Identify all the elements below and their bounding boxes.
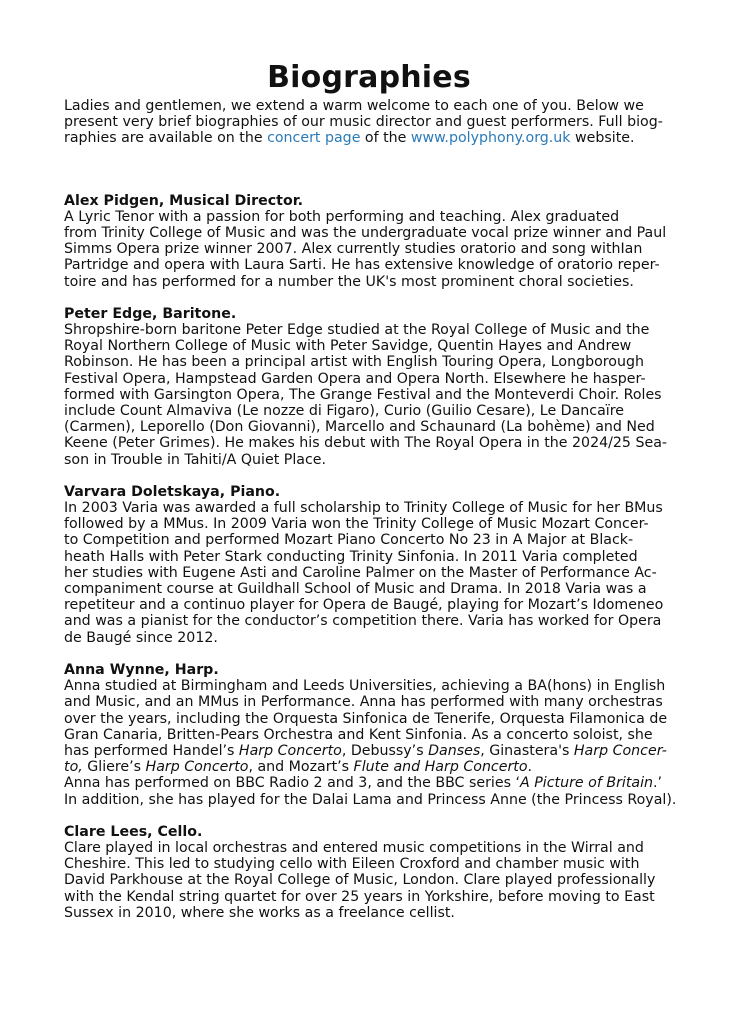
- bio-text: Anna has performed on BBC Radio 2 and 3, and the BBC series ‘: [64, 775, 521, 792]
- bio-text: , Ginastera's: [480, 742, 574, 759]
- page-title: Biographies: [267, 60, 471, 95]
- bio-line: In addition, she has played for the Dalai Lama and Princess Anne (the Princess Royal).: [64, 791, 677, 808]
- work-title: Harp Concerto: [238, 742, 342, 759]
- document-page: [64, 58, 677, 921]
- bio-text: has performed Handel’s: [64, 742, 239, 759]
- bio-name: Alex Pidgen, Musical Director.: [64, 192, 304, 209]
- series-title: A Picture of Britain: [520, 775, 654, 792]
- website-link[interactable]: www.polyphony.org.uk: [410, 130, 571, 147]
- bio-line: [64, 775, 674, 791]
- bio-varvara-doletskaya: [64, 484, 674, 646]
- bio-text: .: [527, 759, 533, 776]
- bio-line: David Parkhouse at the Royal College of Music, London. Clare played professionally: [64, 872, 656, 889]
- intro-line: [64, 130, 674, 146]
- bio-text: , and Mozart’s: [248, 759, 354, 776]
- bio-line: formed with Garsington Opera, The Grange Festival and the Monteverdi Choir. Roles: [64, 386, 662, 403]
- bio-line: over the years, including the Orquesta Sinfonica de Tenerife, Orquesta Filamonica de: [64, 710, 668, 727]
- bio-line: and Music, and an MMus in Performance. Anna has performed with many orchestras: [64, 694, 663, 711]
- bio-line: repetiteur and a continuo player for Opera de Baugé, playing for Mozart’s Idomeneo: [64, 597, 664, 614]
- intro-line: Ladies and gentlemen, we extend a warm welcome to each one of you. Below we: [64, 98, 644, 114]
- intro-text: raphies are available on the: [64, 130, 268, 147]
- bio-line: and was a pianist for the conductor’s competition there. Varia has worked for Opera: [64, 613, 662, 630]
- work-title: Harp Concer-: [573, 742, 667, 759]
- bio-line: Simms Opera prize winner 2007. Alex currently studies oratorio and song withIan: [64, 241, 643, 258]
- bio-line: (Carmen), Leporello (Don Giovanni), Marcello and Schaunard (La bohème) and Ned: [64, 419, 655, 436]
- intro-text: of the: [360, 130, 411, 147]
- bio-line: A Lyric Tenor with a passion for both performing and teaching. Alex graduated: [64, 208, 620, 225]
- bio-name: Peter Edge, Baritone.: [64, 305, 237, 322]
- bio-line: Anna studied at Birmingham and Leeds Universities, achieving a BA(hons) in English: [64, 678, 666, 695]
- bio-anna-wynne: [64, 661, 677, 808]
- concert-page-link[interactable]: concert page: [267, 130, 361, 147]
- bio-line: [64, 743, 674, 759]
- bio-line: Gran Canaria, Britten-Pears Orchestra and Kent Sinfonia. As a concerto soloist, she: [64, 726, 653, 743]
- bio-line: heath Halls with Peter Stark conducting Trinity Sinfonia. In 2011 Varia completed: [64, 548, 638, 565]
- bio-line: followed by a MMus. In 2009 Varia won the Trinity College of Music Mozart Concer-: [64, 516, 649, 533]
- work-title: to,: [64, 759, 83, 776]
- bio-alex-pidgen: [64, 193, 674, 290]
- bio-line: Shropshire-born baritone Peter Edge studied at the Royal College of Music and the: [64, 322, 650, 339]
- bio-clare-lees: [64, 824, 674, 921]
- bio-text: .’: [653, 775, 663, 792]
- bio-line: [64, 759, 674, 775]
- bio-line: her studies with Eugene Asti and Caroline Palmer on the Master of Performance Ac-: [64, 564, 657, 581]
- bio-line: de Baugé since 2012.: [64, 629, 218, 646]
- work-title: Flute and Harp Concerto: [353, 759, 528, 776]
- bio-line: to Competition and performed Mozart Piano Concerto No 23 in A Major at Black-: [64, 532, 634, 549]
- intro-line: present very brief biographies of our music director and guest performers. Full biog-: [64, 114, 663, 131]
- bio-line: companiment course at Guildhall School of Music and Drama. In 2018 Varia was a: [64, 581, 647, 598]
- bio-text: Gliere’s: [82, 759, 146, 776]
- bio-line: Festival Opera, Hampstead Garden Opera and Opera North. Elsewhere he hasper-: [64, 370, 646, 387]
- bio-line: Keene (Peter Grimes). He makes his debut with The Royal Opera in the 2024/25 Sea-: [64, 435, 668, 452]
- bio-name: Varvara Doletskaya, Piano.: [64, 483, 281, 500]
- bio-name: Anna Wynne, Harp.: [64, 661, 219, 678]
- bio-peter-edge: [64, 306, 674, 468]
- bio-line: with the Kendal string quartet for over 25 years in Yorkshire, before moving to East: [64, 888, 655, 905]
- intro-text: website.: [570, 130, 635, 147]
- bio-line: toire and has performed for a number the UK's most prominent choral societies.: [64, 273, 634, 290]
- intro-paragraph: [64, 98, 674, 147]
- bio-line: from Trinity College of Music and was the undergraduate vocal prize winner and Paul: [64, 225, 667, 242]
- bio-name: Clare Lees, Cello.: [64, 823, 203, 840]
- bio-line: Royal Northern College of Music with Peter Savidge, Quentin Hayes and Andrew: [64, 338, 632, 355]
- bio-line: Clare played in local orchestras and entered music competitions in the Wirral and: [64, 839, 644, 856]
- bio-line: include Count Almaviva (Le nozze di Figaro), Curio (Guilio Cesare), Le Dancaïre: [64, 403, 624, 420]
- bio-line: Cheshire. This led to studying cello with Eileen Croxford and chamber music with: [64, 856, 640, 873]
- work-title: Danses: [428, 742, 481, 759]
- bio-line: Partridge and opera with Laura Sarti. He has extensive knowledge of oratorio reper-: [64, 257, 660, 274]
- bio-line: In 2003 Varia was awarded a full scholarship to Trinity College of Music for her BMus: [64, 500, 663, 517]
- bio-text: , Debussy’s: [341, 742, 429, 759]
- bio-line: Sussex in 2010, where she works as a freelance cellist.: [64, 904, 455, 921]
- bio-line: Robinson. He has been a principal artist with English Touring Opera, Longborough: [64, 354, 644, 371]
- bio-line: son in Trouble in Tahiti/A Quiet Place.: [64, 451, 326, 468]
- work-title: Harp Concerto: [145, 759, 249, 776]
